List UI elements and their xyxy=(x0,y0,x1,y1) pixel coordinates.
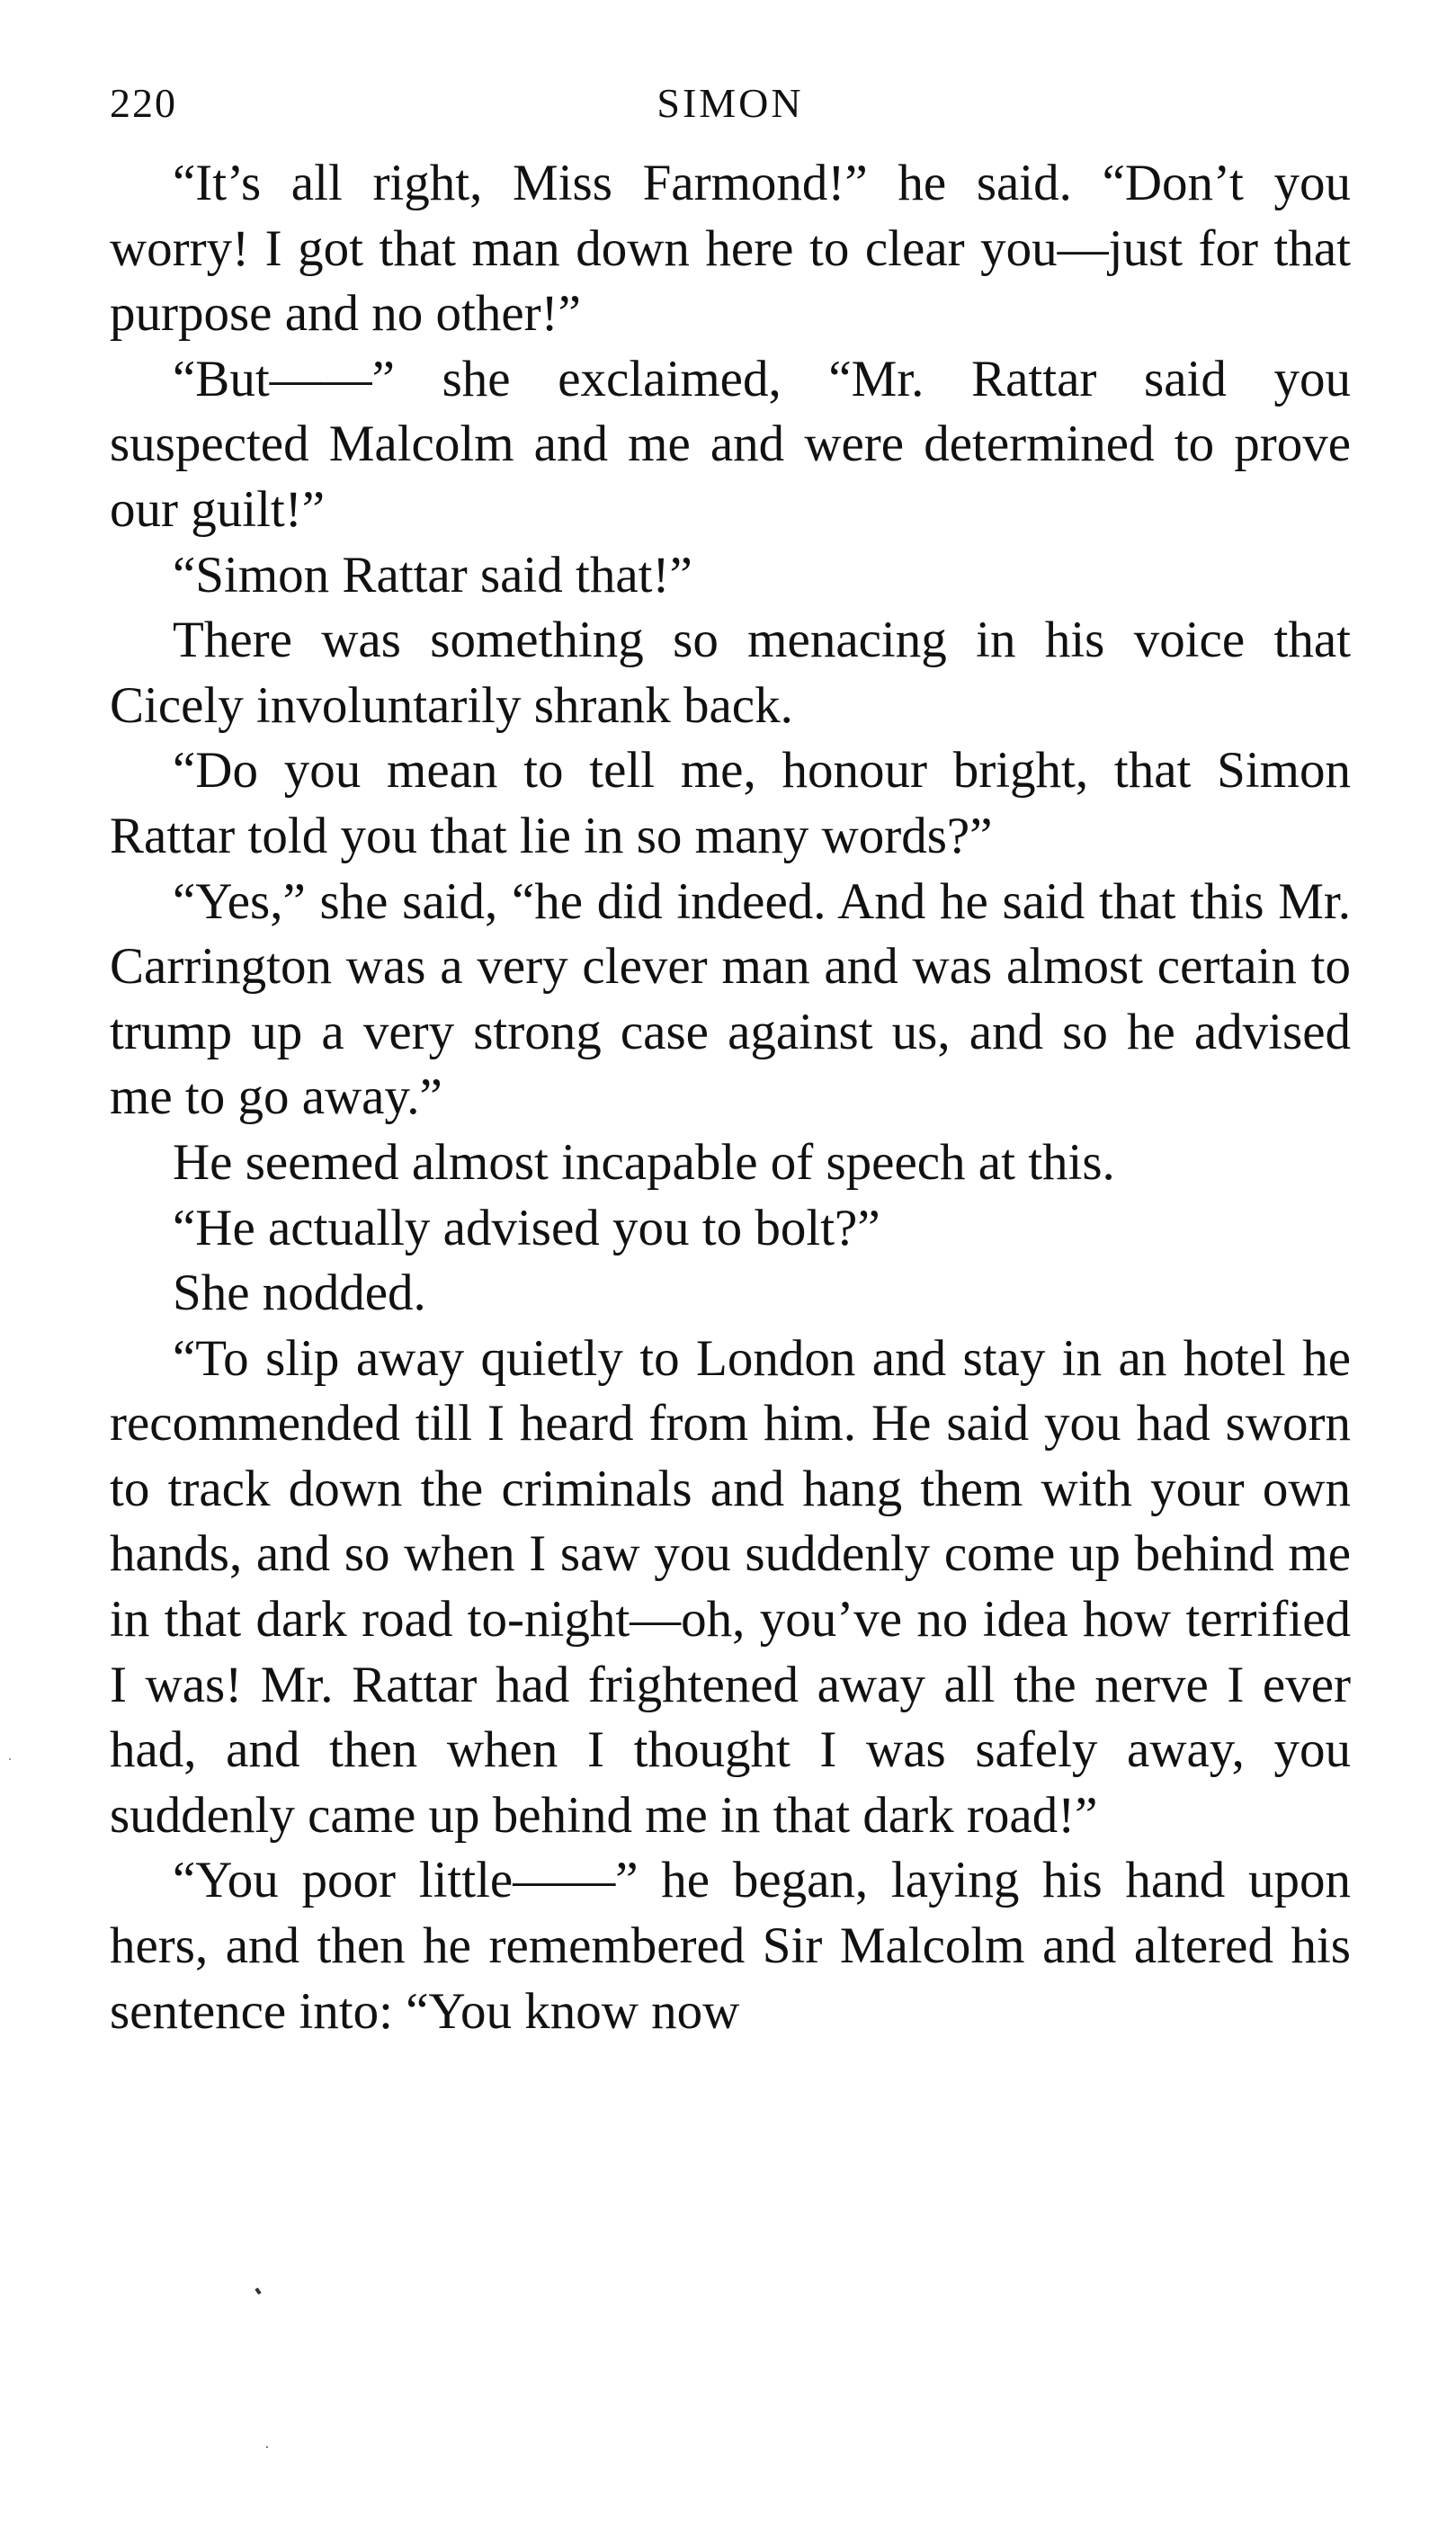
paragraph: “But——” she exclaimed, “Mr. Rattar said you suspected Malcolm and me and were determined to prove our guilt!” xyxy=(110,350,1351,538)
paragraph: “It’s all right, Miss Farmond!” he said. “Don’t you worry! I got that man down here to clear you—just for that purpose and no other!” xyxy=(110,155,1351,343)
paragraph: “Yes,” she said, “he did indeed. And he said that this Mr. Carrington was a very clever man and was almost certain to trump up a very strong case against us, and so he advised me to go away.” xyxy=(110,872,1351,1126)
paragraph: “Simon Rattar said that!” xyxy=(173,546,692,603)
running-title: SIMON xyxy=(657,80,804,126)
paragraph: “You poor little——” he began, laying his hand upon hers, and then he remembered Sir Malcolm and altered his sentence into: “You know now xyxy=(110,1852,1351,2040)
paragraph: He seemed almost incapable of speech at this. xyxy=(173,1133,1115,1191)
paragraph: “To slip away quietly to London and stay in an hotel he recommended till I heard from him. He said you had sworn to track down the criminals and hang them with your own hands, and so when I saw you suddenly come up behind me in that dark road to-night—oh, you’ve no idea how terrified I was! Mr. Rattar had frightened away all the nerve I ever had, and then when I thought I was safely away, you suddenly came up behind me in that dark road!” xyxy=(110,1329,1351,1844)
ink-speck xyxy=(9,1758,11,1760)
ink-speck xyxy=(255,2287,261,2294)
paragraph: “Do you mean to tell me, honour bright, that Simon Rattar told you that lie in so many words?” xyxy=(110,742,1351,864)
paragraph: She nodded. xyxy=(173,1265,426,1322)
body-text xyxy=(110,151,1351,2044)
page-number: 220 xyxy=(110,80,177,126)
paragraph: There was something so menacing in his voice that Cicely involuntarily shrank back. xyxy=(110,612,1351,734)
ink-speck xyxy=(266,2446,268,2448)
page-header xyxy=(110,79,1351,142)
paragraph: “He actually advised you to bolt?” xyxy=(173,1199,880,1256)
